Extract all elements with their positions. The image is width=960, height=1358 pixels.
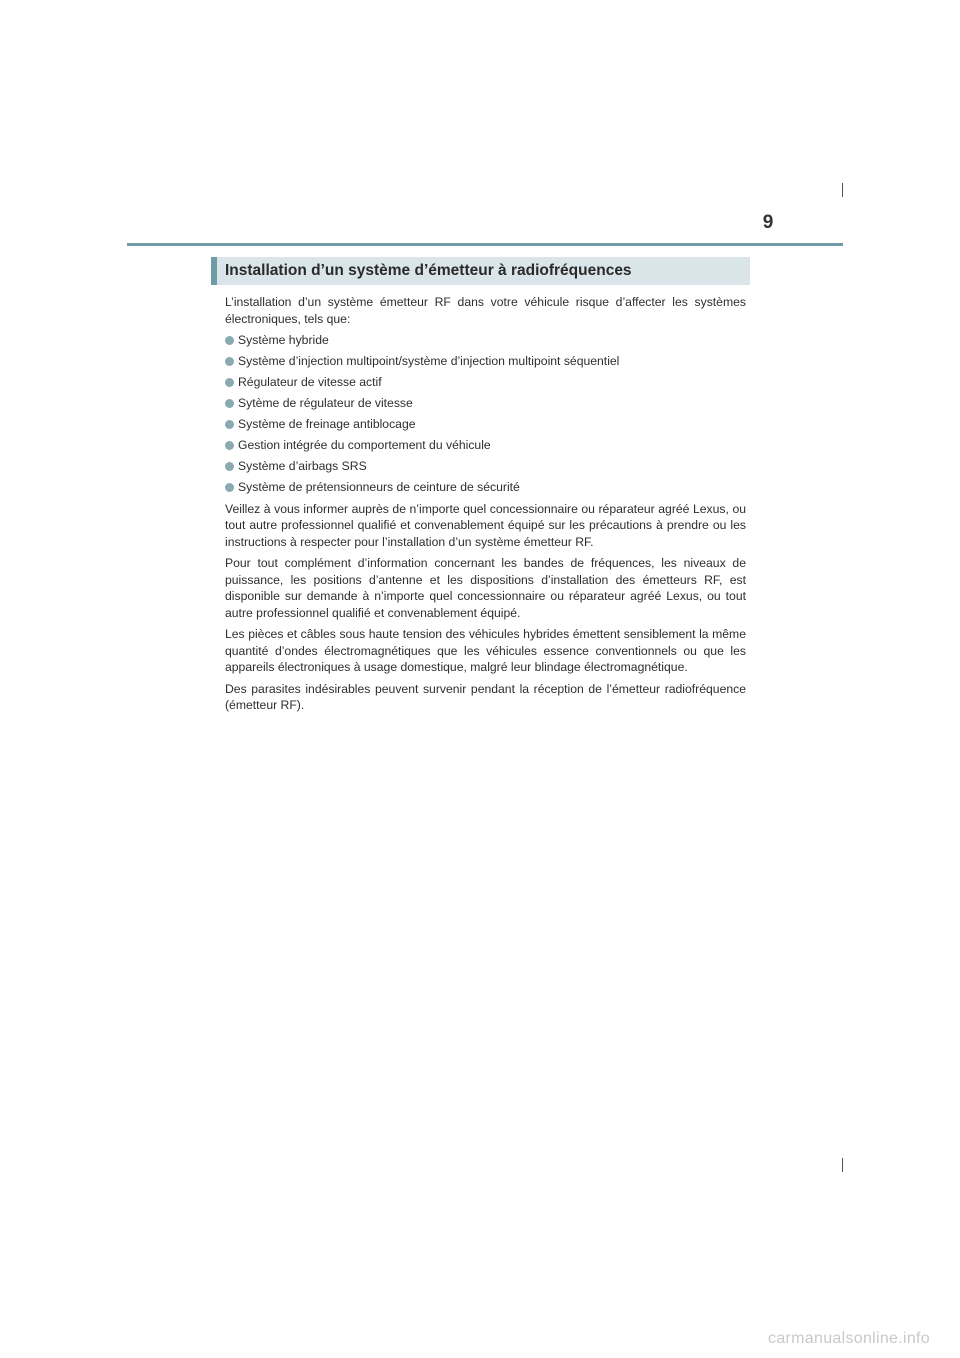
- crop-mark-top: [842, 183, 843, 197]
- list-item: Système d’injection multipoint/système d’injection multipoint séquentiel: [225, 353, 746, 370]
- intro-paragraph: L’installation d’un système émetteur RF dans votre véhicule risque d’affecter les systèmes électroniques, tels que:: [225, 295, 746, 326]
- watermark: carmanualsonline.info: [768, 1330, 930, 1347]
- body-paragraph: Les pièces et câbles sous haute tension des véhicules hybrides émettent sensiblement la même quantité d’ondes électromagnétiques que les véhicules essence conventionnels ou que les appareils électroniques à usage domestique, malgré leur blindage électromagnétique.: [225, 627, 746, 674]
- list-item: Système d’airbags SRS: [225, 458, 746, 475]
- body-paragraph: Pour tout complément d’information concernant les bandes de fréquences, les niveaux de puissance, les positions d’antenne et les dispositions d’installation des émetteurs RF, est disponible sur demande à n’importe quel concessionnaire ou réparateur agréé Lexus, ou tout autre professionnel qualifié et convenablement équipé.: [225, 556, 746, 620]
- bullet-icon: [225, 399, 234, 408]
- bullet-icon: [225, 462, 234, 471]
- bullet-icon: [225, 378, 234, 387]
- crop-mark-bottom: [842, 1158, 843, 1172]
- list-item: Gestion intégrée du comportement du véhicule: [225, 437, 746, 454]
- header-rule: [127, 243, 843, 246]
- list-item: Système de freinage antiblocage: [225, 416, 746, 433]
- section-title: Installation d’un système d’émetteur à radiofréquences: [211, 257, 750, 285]
- list-item: Système de prétensionneurs de ceinture de sécurité: [225, 479, 746, 496]
- body-paragraph: Veillez à vous informer auprès de n’importe quel concessionnaire ou réparateur agréé Lexus, ou tout autre professionnel qualifié et convenablement équipé sur les précautions à prendre ou les instructions à respecter pour l’installation d’un système émetteur RF.: [225, 501, 746, 549]
- bullet-icon: [225, 483, 234, 492]
- body-paragraph: Des parasites indésirables peuvent survenir pendant la réception de l’émetteur radiofréquence (émetteur RF).: [225, 681, 746, 712]
- list-item: Régulateur de vitesse actif: [225, 374, 746, 391]
- bullet-icon: [225, 420, 234, 429]
- bullet-icon: [225, 336, 234, 345]
- content-body: [225, 294, 746, 719]
- bullet-icon: [225, 441, 234, 450]
- bullet-icon: [225, 357, 234, 366]
- page-number: 9: [762, 212, 774, 233]
- list-item: Sytème de régulateur de vitesse: [225, 395, 746, 412]
- list-item: Système hybride: [225, 332, 746, 349]
- affected-systems-list: [225, 332, 746, 496]
